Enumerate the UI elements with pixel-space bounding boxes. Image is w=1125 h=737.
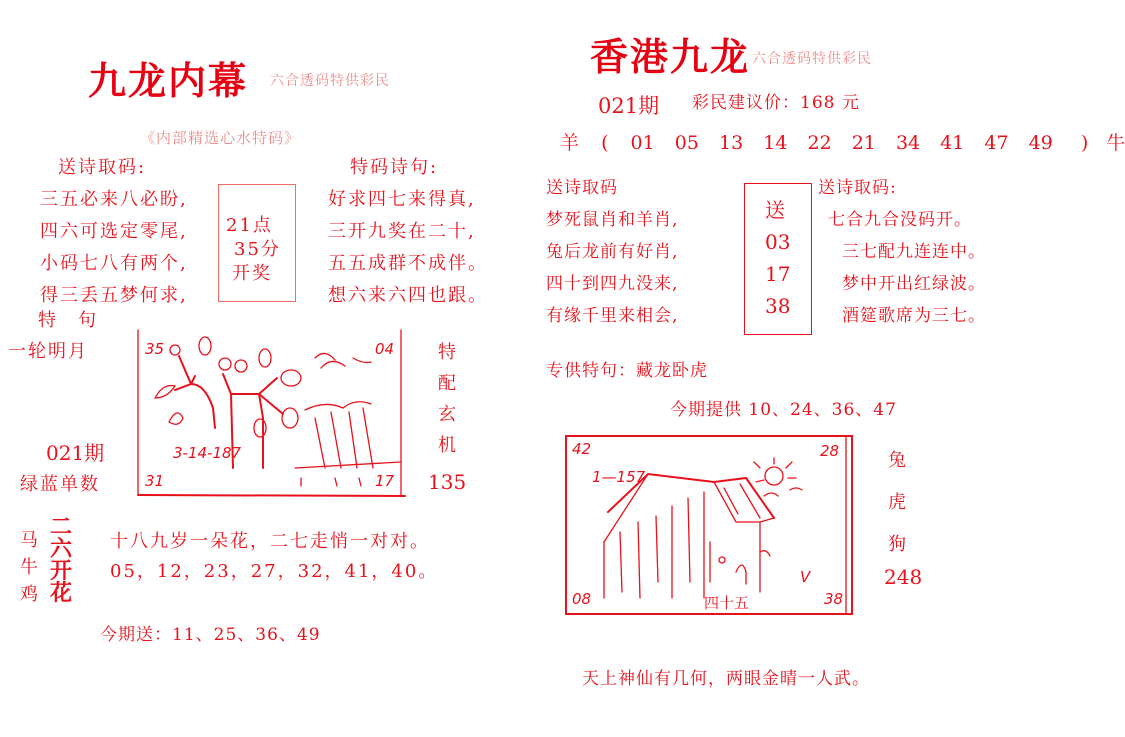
- left-this-issue: 今期送：11、25、36、49: [100, 625, 321, 645]
- right-drawing-label: 08: [572, 590, 592, 608]
- right-side-vertical: [888, 440, 908, 566]
- left-side-vertical: [438, 337, 458, 461]
- flower-char: 六: [50, 536, 73, 562]
- draw-time-hour: 21点: [226, 215, 273, 236]
- right-drawing-label: 42: [572, 440, 592, 458]
- left-hand-drawing: [135, 328, 410, 498]
- left-verse: 十八九岁一朵花，二七走悄一对对。: [110, 531, 430, 552]
- number: 05: [674, 132, 699, 154]
- left-side-char: 玄: [438, 404, 458, 425]
- left-side-char: 机: [438, 435, 458, 456]
- left-drawing-label: 04: [375, 340, 395, 358]
- right-drawing-label: 1—157: [592, 468, 646, 486]
- right-price: 彩民建议价：168 元: [692, 93, 860, 113]
- right-special-phrase: 专供特句：藏龙卧虎: [546, 361, 708, 381]
- left-drawing-label: 31: [145, 472, 165, 490]
- left-issue: 021期: [46, 441, 105, 465]
- right-poem-a-line: 有缘千里来相会,: [546, 306, 679, 326]
- right-poem-b-heading: 送诗取码:: [818, 178, 897, 198]
- right-drawing-label: V: [800, 568, 811, 586]
- right-poem-b-line: 梦中开出红绿波。: [842, 274, 986, 294]
- right-drawing-label: 38: [824, 590, 844, 608]
- right-poem-a-line: 四十到四九没来,: [546, 274, 679, 294]
- right-footer-verse: 天上神仙有几何，两眼金晴一人武。: [582, 669, 870, 689]
- draw-time-minute: 35分: [234, 239, 281, 260]
- right-poem-a-line: 兔后龙前有好肖,: [546, 242, 679, 262]
- right-side-char: 虎: [888, 492, 908, 513]
- gift-number: 03: [765, 230, 791, 254]
- numbers-row-close: ): [1080, 132, 1089, 154]
- number: 14: [763, 132, 788, 154]
- right-poem-b-line: 七合九合没码开。: [828, 210, 972, 230]
- left-title: 九龙内幕: [88, 58, 249, 103]
- number: 47: [984, 132, 1009, 154]
- left-poem-b: [328, 152, 488, 312]
- left-poem-b-heading: 特码诗句:: [350, 157, 439, 178]
- right-poem-a: [546, 172, 678, 332]
- right-this-issue: 今期提供 10、24、36、47: [670, 400, 897, 420]
- flower-char: 花: [50, 580, 73, 606]
- zodiac-char: 牛: [20, 557, 40, 578]
- draw-time-label: 开奖: [232, 263, 272, 284]
- gift-number: 17: [765, 262, 791, 286]
- right-side-number: 248: [884, 565, 923, 589]
- number: 22: [807, 132, 832, 154]
- right-issue: 021期: [598, 94, 660, 118]
- left-poem-a-line: 三五必来八必盼,: [40, 189, 188, 210]
- left-flower-vertical: [50, 516, 72, 604]
- number: 21: [851, 132, 876, 154]
- left-poem-b-line: 三开九奖在二十,: [328, 221, 476, 242]
- left-zodiac-vertical: [20, 527, 40, 608]
- left-poem-a-line: 小码七八有两个,: [40, 253, 188, 274]
- left-poem-b-line: 想六来六四也跟。: [328, 285, 488, 306]
- number: 49: [1028, 132, 1053, 154]
- right-numbers-row: [560, 128, 1125, 155]
- left-poem-a-line: 四六可选定零尾,: [40, 221, 188, 242]
- left-special-text: 一轮明月: [8, 341, 88, 362]
- left-special-label: 特 句: [38, 310, 98, 331]
- left-subtitle: 六合透码特供彩民: [270, 73, 390, 89]
- right-subtitle: 六合透码特供彩民: [752, 51, 872, 67]
- gift-label: 送: [765, 198, 785, 222]
- left-poem-b-line: 五五成群不成伴。: [328, 253, 488, 274]
- right-poem-b: [818, 172, 986, 332]
- left-drawing-label: 3-14-187: [173, 444, 242, 462]
- left-poem-a-line: 得三丢五梦何求,: [40, 285, 188, 306]
- left-side-char: 配: [438, 373, 458, 394]
- gift-number: 38: [765, 294, 791, 318]
- right-side-char: 狗: [888, 534, 908, 555]
- number: 13: [719, 132, 744, 154]
- left-side-number: 135: [428, 470, 467, 494]
- left-tagline: 《内部精选心水特码》: [140, 129, 301, 147]
- numbers-row-left-zodiac: 羊: [560, 132, 580, 154]
- number: 34: [895, 132, 921, 154]
- left-poem-a: [40, 152, 188, 312]
- number: 41: [940, 132, 965, 154]
- left-drawing-label: 35: [145, 340, 165, 358]
- right-side-char: 兔: [888, 450, 908, 471]
- zodiac-char: 鸡: [20, 584, 40, 605]
- right-title: 香港九龙: [590, 34, 751, 79]
- right-poem-a-line: 梦死鼠肖和羊肖,: [546, 210, 679, 230]
- right-drawing-label: 28: [820, 442, 840, 460]
- right-poem-a-heading: 送诗取码: [546, 178, 618, 198]
- right-hand-drawing: [564, 432, 864, 618]
- flower-char: 二: [50, 514, 73, 540]
- left-numbers: 05，12，23，27，32，41，40。: [110, 561, 439, 582]
- number: 01: [630, 132, 655, 154]
- numbers-row-right-zodiac: 牛: [1106, 132, 1125, 154]
- right-poem-b-line: 酒筵歌席为三七。: [842, 306, 986, 326]
- left-color-hint: 绿蓝单数: [20, 474, 100, 495]
- zodiac-char: 马: [20, 530, 40, 551]
- left-poem-a-heading: 送诗取码:: [58, 157, 147, 178]
- right-poem-b-line: 三七配九连连中。: [842, 242, 986, 262]
- left-drawing-label: 17: [375, 472, 395, 490]
- gift-box-content: [765, 194, 790, 322]
- draw-time: [226, 214, 281, 286]
- left-poem-b-line: 好求四七来得真,: [328, 189, 476, 210]
- flower-char: 开: [50, 558, 73, 584]
- numbers-row-open: (: [601, 132, 609, 154]
- left-side-char: 特: [438, 342, 458, 363]
- right-drawing-label: 四十五: [704, 594, 750, 612]
